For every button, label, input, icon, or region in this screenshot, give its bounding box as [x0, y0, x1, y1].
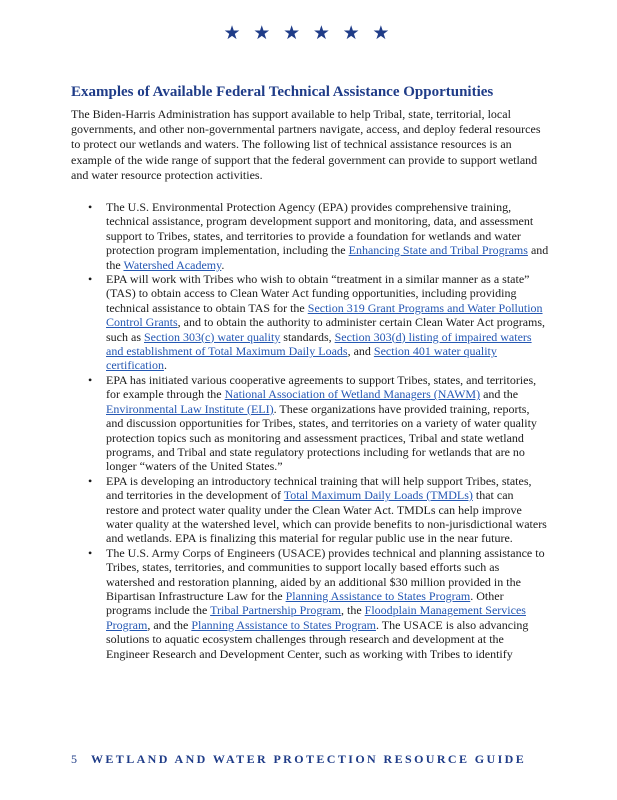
section-heading: Examples of Available Federal Technical Assistance Opportunities: [71, 84, 494, 100]
link-section-319-grants[interactable]: Section 319 Grant Programs and Water Pollution Control Grants: [106, 300, 543, 330]
page-number: 5: [71, 752, 77, 766]
list-item-text: . These organizations have provided training, reports, and discussion opportunities for Tribes, states, and territories on a variety of water quality protection topics such as monitoring and assessment practices, Tribal and state wetland programs, and Tribal and state regulatory protections including for wetlands that are no longer “waters of the United States.”: [106, 401, 537, 474]
list-item-text: , the: [340, 603, 365, 618]
list-item-epa-tas: [88, 272, 549, 373]
assistance-list: [71, 200, 549, 661]
list-item-usace: [88, 545, 549, 661]
list-item-text: EPA has initiated various cooperative agreements to support Tribes, states, and territories, for example through the: [106, 372, 537, 402]
list-item-text: , and to obtain the authority to administer certain Clean Water Act programs, such as: [106, 315, 546, 344]
link-section-401[interactable]: Section 401 water quality certification: [106, 344, 497, 373]
list-item-text: . Other programs include the: [106, 588, 504, 618]
list-item-text: The U.S. Army Corps of Engineers (USACE) provides technical and planning assistance to Tribes, states, territories, and communities to support locally based efforts such as watershed and restoration planning, aided by an additional $30 million provided in the Bipartisan Infrastructure Law for the: [106, 545, 545, 603]
link-tmdls[interactable]: Total Maximum Daily Loads (TMDLs): [283, 488, 473, 503]
list-item-epa-cooperative-agreements: [88, 372, 549, 474]
bullet-icon: •: [88, 473, 93, 488]
list-item-text: The U.S. Environmental Protection Agency (EPA) provides comprehensive training, technical assistance, program development support and monitoring, data, and assessment support to Tribes, states, and territories to provide a foundation for wetlands and water protection program implementation, including the: [106, 200, 534, 258]
bullet-icon: •: [88, 200, 93, 215]
link-floodplain-management-services[interactable]: Floodplain Management Services Program: [106, 603, 526, 632]
list-item-text: .: [221, 257, 225, 272]
link-section-303c[interactable]: Section 303(c) water quality: [144, 329, 281, 344]
link-planning-assistance-states[interactable]: Planning Assistance to States Program: [285, 588, 471, 603]
list-item-text: and the: [480, 387, 519, 402]
list-item-text: . The USACE is also advancing solutions to aquatic ecosystem challenges through research and development at the Engineer Research and Development Center, such as working with Tribes to identify: [106, 617, 529, 661]
bullet-icon: •: [88, 372, 93, 387]
link-section-303d[interactable]: Section 303(d) listing of impaired waters and establishment of Total Maximum Daily Loads: [106, 329, 532, 359]
list-item-text: that can restore and protect water quality under the Clean Water Act. TMDLs can help improve water quality at the watershed level, which can provide benefits to non-jurisdictional waters and wetlands. EPA is finalizing this material for regular public use in the near future.: [106, 488, 547, 546]
list-item-text: standards,: [280, 329, 335, 344]
list-item-text: , and: [347, 344, 374, 359]
list-item-text: and the: [106, 243, 549, 272]
list-item-text: .: [163, 358, 167, 373]
link-watershed-academy[interactable]: Watershed Academy: [123, 257, 222, 272]
link-tribal-partnership-program[interactable]: Tribal Partnership Program: [210, 603, 341, 618]
main-content: [71, 83, 549, 661]
list-item-epa-tmdl-training: [88, 473, 549, 546]
list-item-text: EPA will work with Tribes who wish to obtain “treatment in a similar manner as a state” (TAS) to obtain access to Clean Water Act funding opportunities, including providing technical assistance to obtain TAS for the: [106, 272, 530, 315]
intro-paragraph: The Biden-Harris Administration has support available to help Tribal, state, territorial, local governments, and other non-governmental partners navigate, access, and deploy federal resources to protect our wetlands and waters. The following list of technical assistance resources is an example of the wide range of support that the federal government can provide to support wetland and water resource protection activities.: [71, 107, 541, 182]
list-item-text: , and the: [147, 617, 192, 632]
bullet-icon: •: [88, 272, 93, 287]
list-item-epa-training: [88, 200, 549, 272]
link-planning-assistance-states-2[interactable]: Planning Assistance to States Program: [191, 617, 376, 632]
link-nawm[interactable]: National Association of Wetland Managers (NAWM): [224, 387, 481, 402]
bullet-icon: •: [88, 545, 93, 560]
page-footer: [71, 751, 526, 767]
list-item-text: EPA is developing an introductory technical training that will help support Tribes, states, and territories in the development of: [106, 473, 532, 503]
link-eli[interactable]: Environmental Law Institute (ELI): [106, 401, 274, 416]
link-enhancing-state-tribal-programs[interactable]: Enhancing State and Tribal Programs: [348, 243, 528, 258]
header-stars: ★ ★ ★ ★ ★ ★: [223, 23, 394, 44]
footer-title: WETLAND AND WATER PROTECTION RESOURCE GUIDE: [91, 752, 527, 766]
